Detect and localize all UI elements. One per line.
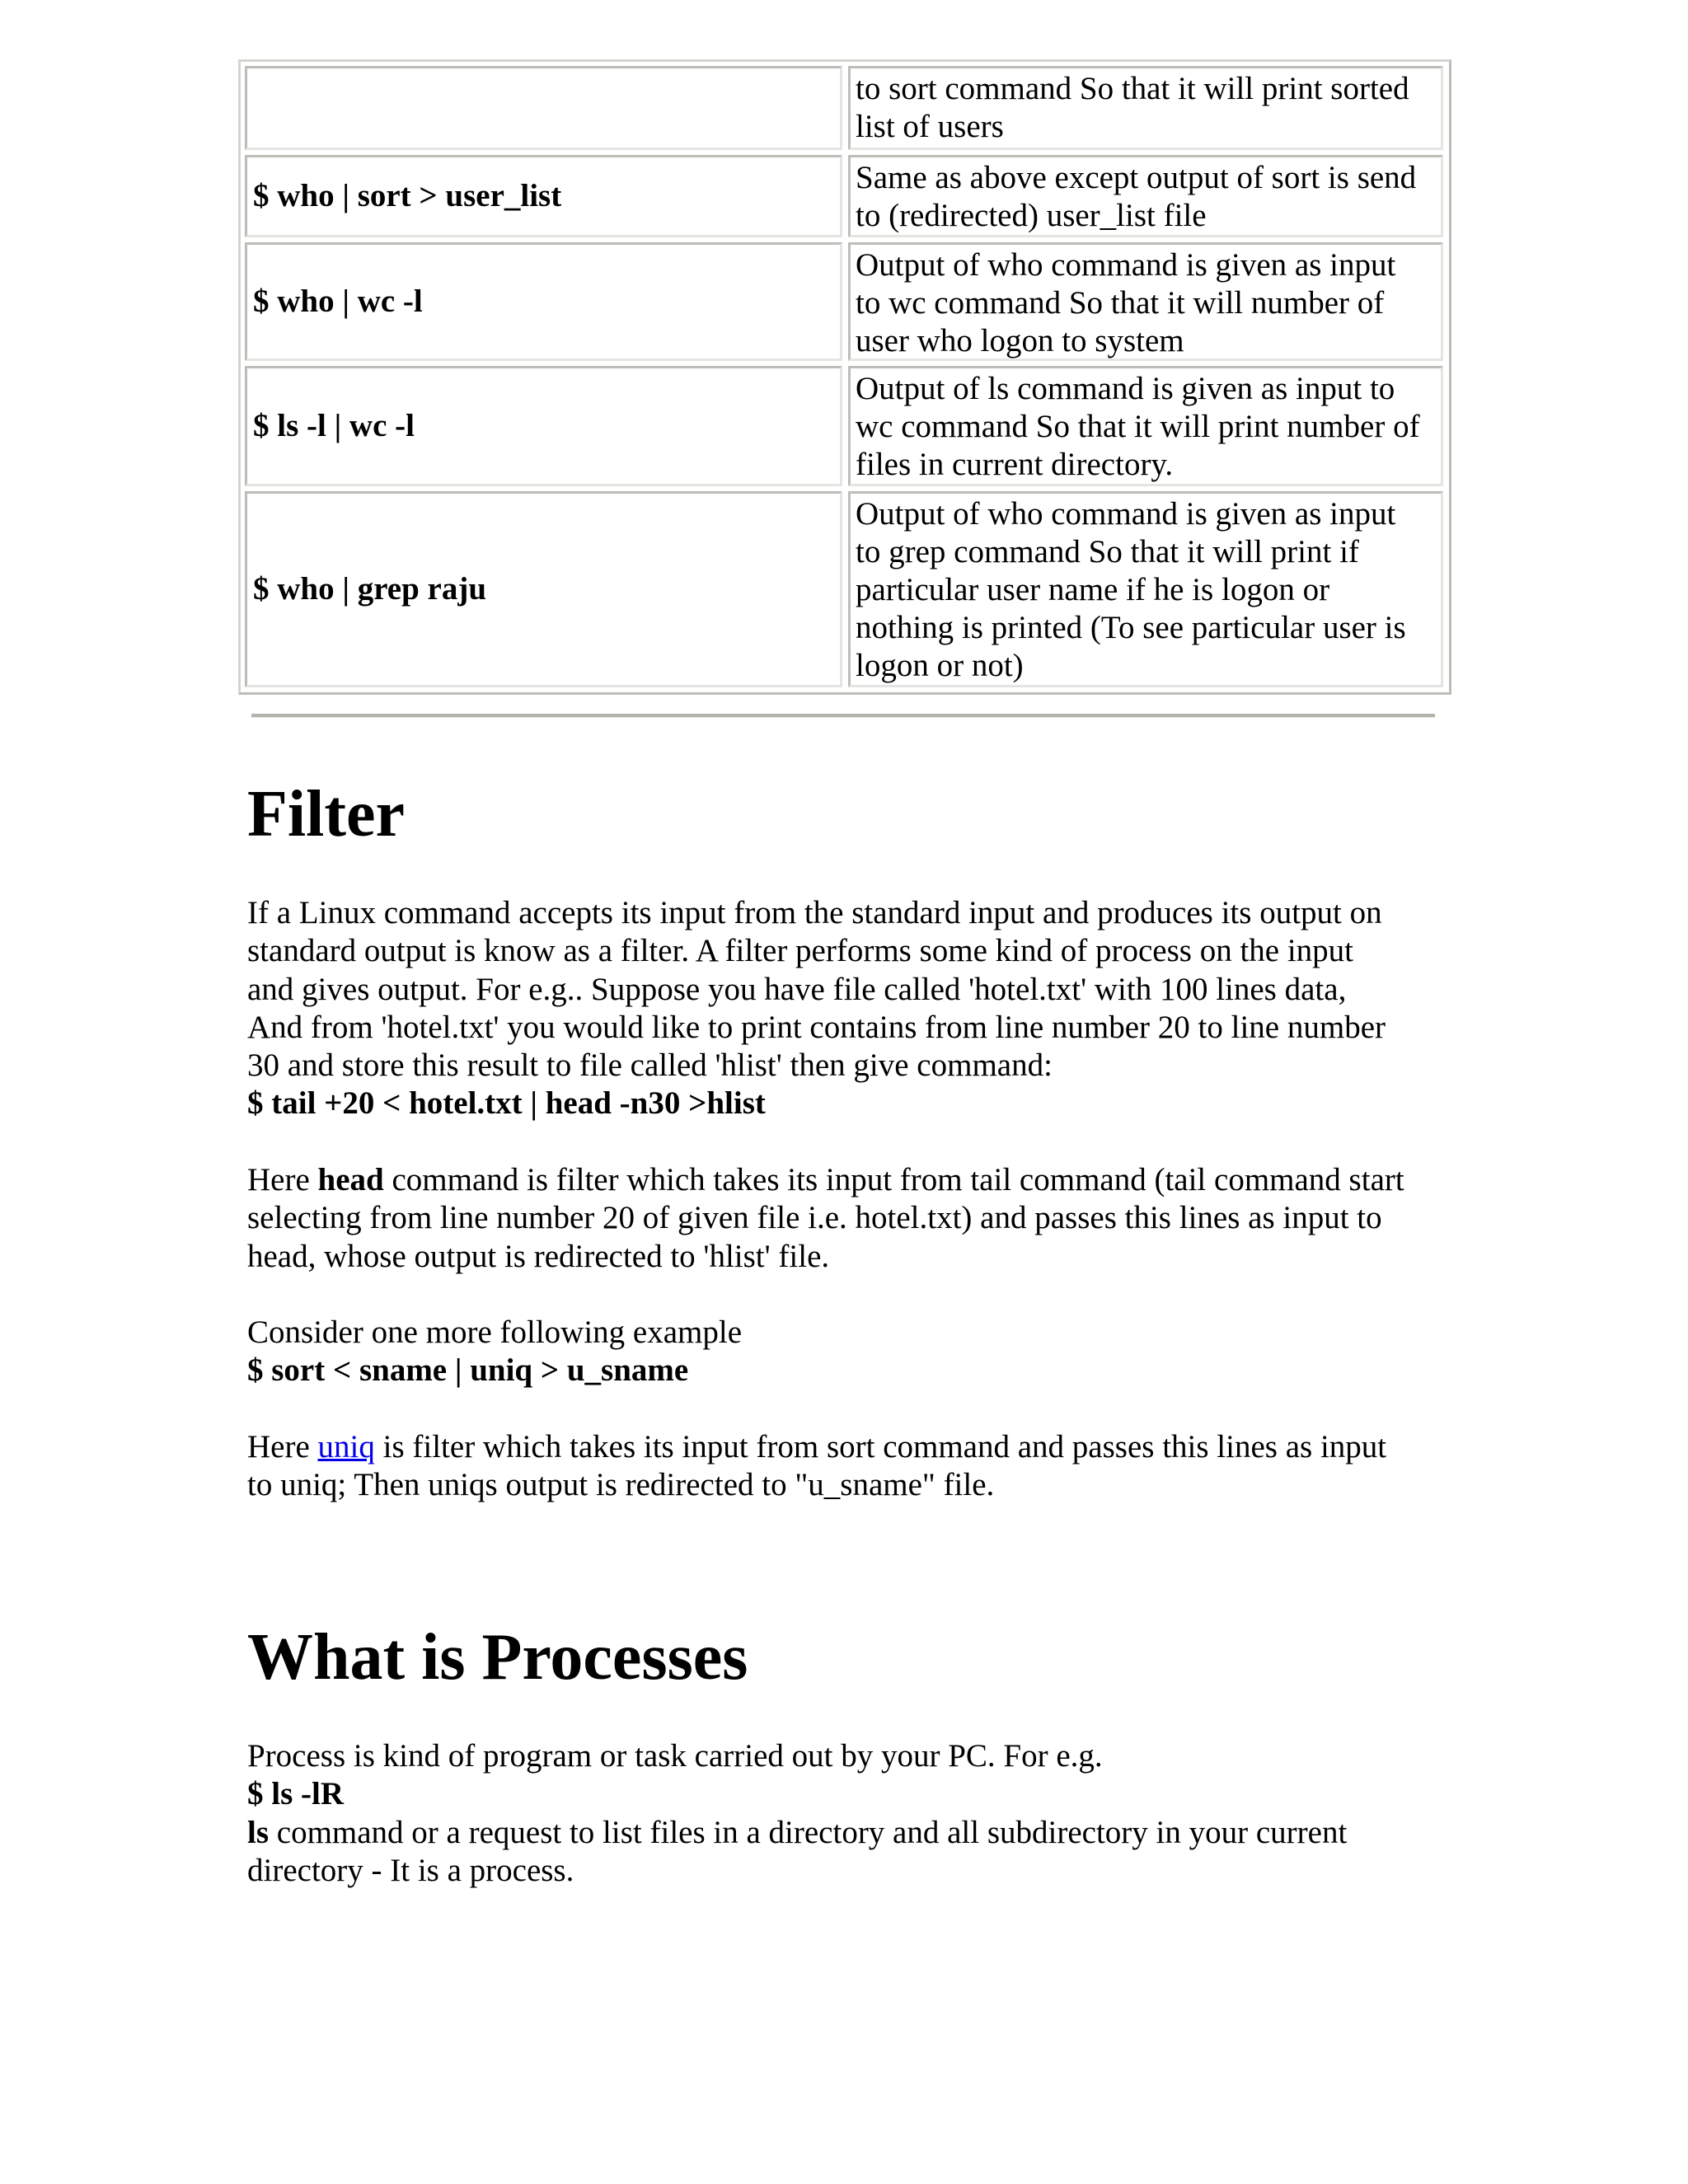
example-paragraph (247, 1314, 1451, 1390)
table-row (245, 366, 1445, 486)
command-cell: $ who | sort > user_list (245, 155, 842, 237)
processes-heading: What is Processes (247, 1621, 748, 1694)
description-line: Output of who command is given as input (856, 496, 1396, 532)
paragraph-line: Consider one more following example (247, 1315, 743, 1350)
description-cell (848, 242, 1443, 361)
description-cell (848, 155, 1443, 237)
command-example: $ ls -lR (247, 1776, 344, 1812)
text-fragment: Here (247, 1162, 318, 1197)
head-keyword: head (317, 1162, 384, 1197)
command-cell: $ who | grep raju (245, 491, 842, 687)
text-fragment: is filter which takes its input from sort command and passes this lines as input (374, 1429, 1387, 1465)
paragraph-line: 30 and store this result to file called 'hlist' then give command: (247, 1047, 1053, 1084)
command-example: $ tail +20 < hotel.txt | head -n30 >hlist (247, 1085, 766, 1122)
paragraph-line: standard output is know as a filter. A filter performs some kind of process on the input (247, 933, 1354, 969)
table-row (245, 491, 1445, 687)
paragraph-line (247, 1161, 1451, 1199)
description-line: list of users (856, 109, 1004, 144)
ls-keyword: ls (247, 1814, 270, 1850)
command-cell: $ who | wc -l (245, 242, 842, 361)
paragraph-line: selecting from line number 20 of given file i.e. hotel.txt) and passes this lines as input to (247, 1200, 1382, 1236)
description-line: wc command So that it will print number of (856, 409, 1420, 444)
description-line: to (redirected) user_list file (856, 198, 1207, 233)
description-line: to grep command So that it will print if (856, 534, 1359, 569)
description-cell (848, 66, 1443, 150)
description-line: user who logon to system (856, 323, 1184, 359)
paragraph-line: If a Linux command accepts its input from the standard input and produces its output on (247, 895, 1382, 930)
paragraph-line: to uniq; Then uniqs output is redirected to "u_sname" file. (247, 1467, 995, 1503)
head-explanation-paragraph (247, 1161, 1451, 1276)
command-cell: $ ls -l | wc -l (245, 366, 842, 486)
paragraph-line: Process is kind of program or task carried out by your PC. For e.g. (247, 1738, 1103, 1774)
table-row (245, 66, 1445, 150)
paragraph-line: And from 'hotel.txt' you would like to print contains from line number 20 to line number (247, 1009, 1386, 1045)
text-fragment: Here (247, 1429, 318, 1465)
paragraph-line (247, 1428, 1451, 1466)
description-line: to wc command So that it will number of (856, 285, 1385, 321)
paragraph-line: and gives output. For e.g.. Suppose you have file called 'hotel.txt' with 100 lines data, (247, 971, 1347, 1007)
filter-intro-paragraph (247, 894, 1451, 1123)
description-line: Output of who command is given as input (856, 247, 1396, 283)
description-line: Same as above except output of sort is send (856, 160, 1417, 195)
table-row (245, 155, 1445, 237)
description-line: to sort command So that it will print sorted (856, 71, 1409, 106)
command-cell (245, 66, 842, 150)
description-cell (848, 366, 1443, 486)
uniq-link[interactable]: uniq (317, 1429, 375, 1465)
command-example: $ sort < sname | uniq > u_sname (247, 1352, 689, 1389)
horizontal-rule (251, 714, 1435, 718)
filter-heading: Filter (247, 778, 405, 851)
text-fragment: command is filter which takes its input from tail command (tail command start (383, 1162, 1404, 1197)
text-fragment: command or a request to list files in a directory and all subdirectory in your current (269, 1814, 1348, 1850)
processes-paragraph (247, 1737, 1451, 1890)
uniq-explanation-paragraph (247, 1428, 1451, 1505)
description-line: nothing is printed (To see particular user is (856, 610, 1406, 645)
table-row (245, 242, 1445, 361)
description-line: particular user name if he is logon or (856, 572, 1330, 607)
description-line: files in current directory. (856, 447, 1174, 482)
paragraph-line: directory - It is a process. (247, 1852, 574, 1888)
command-table (238, 59, 1451, 695)
description-cell (848, 491, 1443, 687)
description-line: logon or not) (856, 648, 1024, 683)
paragraph-line: head, whose output is redirected to 'hlist' file. (247, 1238, 830, 1274)
description-line: Output of ls command is given as input to (856, 371, 1395, 406)
paragraph-line (247, 1814, 1451, 1852)
